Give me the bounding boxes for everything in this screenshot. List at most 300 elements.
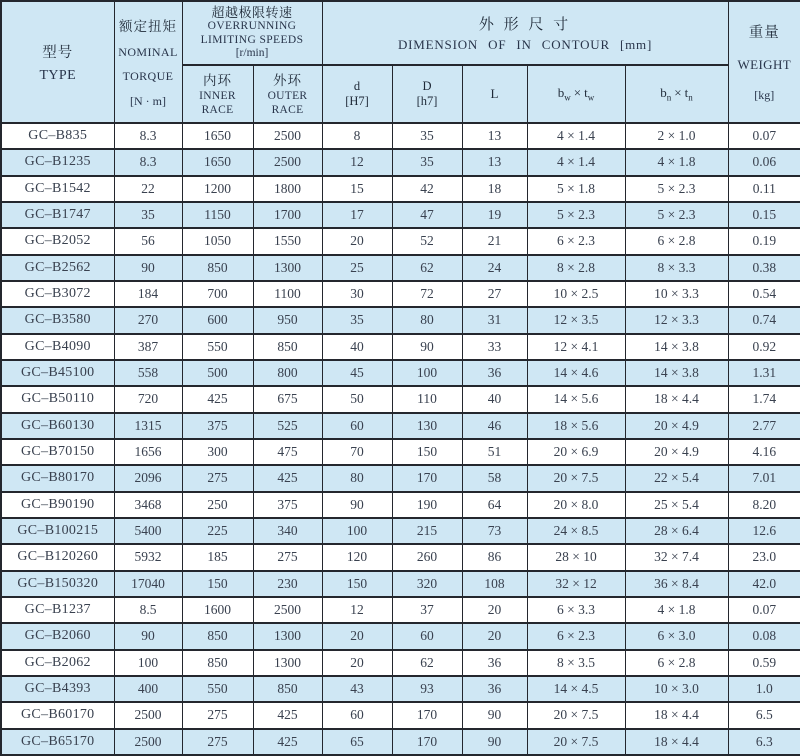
- cell-bw-tw: 20 × 7.5: [527, 465, 625, 491]
- cell-bn-tn: 6 × 3.0: [625, 623, 728, 649]
- cell-weight: 0.59: [728, 650, 800, 676]
- cell-D: 90: [392, 334, 462, 360]
- cell-torque: 90: [114, 255, 182, 281]
- cell-bn-tn: 2 × 1.0: [625, 123, 728, 149]
- cell-weight: 0.38: [728, 255, 800, 281]
- outer-race-en2: RACE: [271, 103, 304, 116]
- outer-race-zh: 外环: [273, 72, 302, 88]
- tn-sub: n: [688, 92, 693, 103]
- cell-bn-tn: 5 × 2.3: [625, 202, 728, 228]
- table-row: [1, 729, 800, 755]
- cell-type: GC–B3580: [1, 307, 114, 333]
- table-body: [1, 123, 800, 755]
- col-header-d: [322, 65, 392, 123]
- D-line1: D: [422, 79, 432, 93]
- cell-type: GC–B120260: [1, 544, 114, 570]
- cell-bw-tw: 6 × 3.3: [527, 597, 625, 623]
- cell-D: 170: [392, 729, 462, 755]
- cell-d: 8: [322, 123, 392, 149]
- cell-bn-tn: 28 × 6.4: [625, 518, 728, 544]
- cell-inner-race-speed: 375: [182, 413, 253, 439]
- header-group-row: [1, 1, 800, 65]
- table-row: [1, 702, 800, 728]
- cell-weight: 42.0: [728, 571, 800, 597]
- cell-L: 108: [462, 571, 527, 597]
- cell-bw-tw: 32 × 12: [527, 571, 625, 597]
- table-row: [1, 202, 800, 228]
- cell-outer-race-speed: 2500: [253, 597, 322, 623]
- dimension-label-en: DIMENSION OF IN CONTOUR [mm]: [397, 37, 653, 52]
- table-row: [1, 281, 800, 307]
- cell-inner-race-speed: 850: [182, 255, 253, 281]
- cell-type: GC–B835: [1, 123, 114, 149]
- speeds-unit: [r/min]: [235, 47, 269, 59]
- speeds-label-en1: OVERRUNNING: [207, 20, 297, 32]
- cell-outer-race-speed: 1300: [253, 623, 322, 649]
- cell-D: 130: [392, 413, 462, 439]
- cell-torque: 90: [114, 623, 182, 649]
- cell-inner-race-speed: 600: [182, 307, 253, 333]
- cell-bw-tw: 12 × 3.5: [527, 307, 625, 333]
- cell-bn-tn: 10 × 3.0: [625, 676, 728, 702]
- cell-L: 27: [462, 281, 527, 307]
- cell-L: 33: [462, 334, 527, 360]
- cell-torque: 270: [114, 307, 182, 333]
- weight-unit: [kg]: [754, 88, 775, 102]
- tw-sub: w: [587, 92, 595, 103]
- outer-race-en1: OUTER: [267, 89, 308, 102]
- cell-bw-tw: 8 × 3.5: [527, 650, 625, 676]
- cell-bn-tn: 18 × 4.4: [625, 386, 728, 412]
- table-row: [1, 334, 800, 360]
- cell-L: 13: [462, 123, 527, 149]
- cell-torque: 5932: [114, 544, 182, 570]
- cell-d: 150: [322, 571, 392, 597]
- cell-L: 73: [462, 518, 527, 544]
- bw-times: ×: [573, 85, 582, 101]
- cell-d: 120: [322, 544, 392, 570]
- cell-torque: 720: [114, 386, 182, 412]
- speeds-label-en2: LIMITING SPEEDS: [200, 33, 304, 46]
- cell-bw-tw: 20 × 6.9: [527, 439, 625, 465]
- cell-D: 35: [392, 149, 462, 175]
- cell-weight: 4.16: [728, 439, 800, 465]
- cell-d: 17: [322, 202, 392, 228]
- torque-label-en2: TORQUE: [122, 69, 174, 84]
- bn-times: ×: [674, 85, 682, 101]
- torque-unit: [N · m]: [130, 93, 166, 108]
- cell-inner-race-speed: 275: [182, 702, 253, 728]
- cell-D: 150: [392, 439, 462, 465]
- cell-inner-race-speed: 275: [182, 465, 253, 491]
- cell-torque: 184: [114, 281, 182, 307]
- torque-label-en1: NOMINAL: [118, 44, 178, 59]
- cell-D: 42: [392, 176, 462, 202]
- cell-torque: 2500: [114, 702, 182, 728]
- table-row: [1, 676, 800, 702]
- cell-D: 215: [392, 518, 462, 544]
- cell-torque: 2500: [114, 729, 182, 755]
- cell-bw-tw: 20 × 7.5: [527, 702, 625, 728]
- cell-weight: 6.5: [728, 702, 800, 728]
- col-header-bw-tw: [527, 65, 625, 123]
- bw-sub: w: [564, 92, 571, 103]
- cell-inner-race-speed: 850: [182, 650, 253, 676]
- inner-race-en1: INNER: [199, 89, 236, 102]
- bn-sub: n: [666, 92, 672, 103]
- cell-torque: 1315: [114, 413, 182, 439]
- cell-inner-race-speed: 550: [182, 334, 253, 360]
- cell-bn-tn: 14 × 3.8: [625, 360, 728, 386]
- cell-bw-tw: 4 × 1.4: [527, 149, 625, 175]
- cell-inner-race-speed: 1600: [182, 597, 253, 623]
- cell-L: 40: [462, 386, 527, 412]
- cell-torque: 3468: [114, 492, 182, 518]
- cell-bw-tw: 24 × 8.5: [527, 518, 625, 544]
- cell-inner-race-speed: 185: [182, 544, 253, 570]
- cell-d: 50: [322, 386, 392, 412]
- cell-bw-tw: 20 × 8.0: [527, 492, 625, 518]
- cell-bn-tn: 18 × 4.4: [625, 729, 728, 755]
- cell-torque: 56: [114, 228, 182, 254]
- weight-label-zh: 重量: [748, 25, 780, 41]
- table-row: [1, 386, 800, 412]
- table-row: [1, 176, 800, 202]
- speeds-label-zh: 超越极限转速: [211, 5, 293, 20]
- cell-D: 170: [392, 702, 462, 728]
- cell-bn-tn: 10 × 3.3: [625, 281, 728, 307]
- cell-torque: 8.5: [114, 597, 182, 623]
- cell-bw-tw: 5 × 1.8: [527, 176, 625, 202]
- cell-d: 20: [322, 623, 392, 649]
- cell-torque: 2096: [114, 465, 182, 491]
- cell-weight: 0.74: [728, 307, 800, 333]
- cell-weight: 6.3: [728, 729, 800, 755]
- cell-outer-race-speed: 525: [253, 413, 322, 439]
- table-row: [1, 623, 800, 649]
- cell-type: GC–B4090: [1, 334, 114, 360]
- table-row: [1, 518, 800, 544]
- cell-inner-race-speed: 150: [182, 571, 253, 597]
- cell-outer-race-speed: 2500: [253, 149, 322, 175]
- cell-d: 12: [322, 597, 392, 623]
- cell-bn-tn: 4 × 1.8: [625, 597, 728, 623]
- cell-bw-tw: 5 × 2.3: [527, 202, 625, 228]
- cell-inner-race-speed: 425: [182, 386, 253, 412]
- cell-L: 58: [462, 465, 527, 491]
- cell-outer-race-speed: 1550: [253, 228, 322, 254]
- cell-inner-race-speed: 1650: [182, 149, 253, 175]
- col-group-dimension: [322, 1, 728, 65]
- torque-label-zh: 额定扭矩: [119, 19, 177, 35]
- cell-inner-race-speed: 500: [182, 360, 253, 386]
- cell-bw-tw: 12 × 4.1: [527, 334, 625, 360]
- cell-type: GC–B45100: [1, 360, 114, 386]
- cell-bw-tw: 8 × 2.8: [527, 255, 625, 281]
- cell-bn-tn: 18 × 4.4: [625, 702, 728, 728]
- cell-D: 37: [392, 597, 462, 623]
- cell-D: 60: [392, 623, 462, 649]
- cell-type: GC–B150320: [1, 571, 114, 597]
- col-header-type: [1, 1, 114, 123]
- cell-bn-tn: 36 × 8.4: [625, 571, 728, 597]
- cell-weight: 1.74: [728, 386, 800, 412]
- cell-bw-tw: 10 × 2.5: [527, 281, 625, 307]
- cell-d: 35: [322, 307, 392, 333]
- cell-d: 12: [322, 149, 392, 175]
- cell-D: 47: [392, 202, 462, 228]
- cell-D: 62: [392, 255, 462, 281]
- dimension-label-zh: 外 形 尺 寸: [478, 17, 572, 33]
- table-row: [1, 492, 800, 518]
- cell-bn-tn: 6 × 2.8: [625, 228, 728, 254]
- col-header-weight: [728, 1, 800, 123]
- cell-outer-race-speed: 850: [253, 676, 322, 702]
- cell-outer-race-speed: 375: [253, 492, 322, 518]
- cell-bw-tw: 14 × 4.6: [527, 360, 625, 386]
- cell-type: GC–B100215: [1, 518, 114, 544]
- cell-inner-race-speed: 1050: [182, 228, 253, 254]
- col-group-speeds: [182, 1, 322, 65]
- cell-type: GC–B1747: [1, 202, 114, 228]
- table-header: [1, 1, 800, 123]
- cell-outer-race-speed: 800: [253, 360, 322, 386]
- cell-L: 19: [462, 202, 527, 228]
- cell-inner-race-speed: 275: [182, 729, 253, 755]
- cell-weight: 7.01: [728, 465, 800, 491]
- cell-d: 65: [322, 729, 392, 755]
- cell-type: GC–B2060: [1, 623, 114, 649]
- cell-outer-race-speed: 950: [253, 307, 322, 333]
- cell-type: GC–B2562: [1, 255, 114, 281]
- cell-bw-tw: 20 × 7.5: [527, 729, 625, 755]
- cell-d: 60: [322, 413, 392, 439]
- cell-D: 170: [392, 465, 462, 491]
- cell-D: 110: [392, 386, 462, 412]
- cell-L: 46: [462, 413, 527, 439]
- cell-outer-race-speed: 1300: [253, 255, 322, 281]
- cell-outer-race-speed: 850: [253, 334, 322, 360]
- cell-type: GC–B60130: [1, 413, 114, 439]
- table-row: [1, 544, 800, 570]
- cell-type: GC–B1235: [1, 149, 114, 175]
- cell-d: 15: [322, 176, 392, 202]
- cell-torque: 35: [114, 202, 182, 228]
- weight-label-en: WEIGHT: [737, 57, 792, 72]
- col-header-D: [392, 65, 462, 123]
- cell-L: 36: [462, 676, 527, 702]
- cell-bn-tn: 14 × 3.8: [625, 334, 728, 360]
- cell-bw-tw: 28 × 10: [527, 544, 625, 570]
- cell-type: GC–B50110: [1, 386, 114, 412]
- table-row: [1, 413, 800, 439]
- inner-race-en2: RACE: [201, 103, 234, 116]
- cell-outer-race-speed: 425: [253, 729, 322, 755]
- cell-L: 36: [462, 360, 527, 386]
- cell-type: GC–B2052: [1, 228, 114, 254]
- cell-torque: 17040: [114, 571, 182, 597]
- cell-outer-race-speed: 1300: [253, 650, 322, 676]
- cell-D: 80: [392, 307, 462, 333]
- cell-bn-tn: 4 × 1.8: [625, 149, 728, 175]
- cell-d: 20: [322, 228, 392, 254]
- cell-L: 64: [462, 492, 527, 518]
- cell-type: GC–B70150: [1, 439, 114, 465]
- cell-torque: 1656: [114, 439, 182, 465]
- cell-bn-tn: 12 × 3.3: [625, 307, 728, 333]
- cell-d: 80: [322, 465, 392, 491]
- cell-torque: 400: [114, 676, 182, 702]
- table-row: [1, 571, 800, 597]
- cell-inner-race-speed: 1200: [182, 176, 253, 202]
- cell-outer-race-speed: 1800: [253, 176, 322, 202]
- type-label-zh: 型号: [42, 44, 74, 61]
- cell-L: 90: [462, 729, 527, 755]
- cell-L: 51: [462, 439, 527, 465]
- cell-d: 100: [322, 518, 392, 544]
- cell-D: 52: [392, 228, 462, 254]
- cell-D: 100: [392, 360, 462, 386]
- cell-outer-race-speed: 275: [253, 544, 322, 570]
- cell-L: 90: [462, 702, 527, 728]
- cell-d: 90: [322, 492, 392, 518]
- cell-inner-race-speed: 300: [182, 439, 253, 465]
- cell-weight: 1.0: [728, 676, 800, 702]
- cell-type: GC–B90190: [1, 492, 114, 518]
- cell-torque: 8.3: [114, 149, 182, 175]
- cell-D: 320: [392, 571, 462, 597]
- cell-bn-tn: 22 × 5.4: [625, 465, 728, 491]
- cell-weight: 0.07: [728, 123, 800, 149]
- cell-outer-race-speed: 340: [253, 518, 322, 544]
- table-row: [1, 360, 800, 386]
- cell-L: 31: [462, 307, 527, 333]
- cell-L: 24: [462, 255, 527, 281]
- cell-torque: 100: [114, 650, 182, 676]
- cell-bw-tw: 4 × 1.4: [527, 123, 625, 149]
- cell-type: GC–B4393: [1, 676, 114, 702]
- d-line2: [H7]: [345, 94, 369, 108]
- cell-D: 260: [392, 544, 462, 570]
- cell-weight: 0.08: [728, 623, 800, 649]
- cell-d: 40: [322, 334, 392, 360]
- cell-D: 72: [392, 281, 462, 307]
- bw-base: b: [557, 85, 565, 101]
- cell-outer-race-speed: 230: [253, 571, 322, 597]
- cell-weight: 0.06: [728, 149, 800, 175]
- cell-L: 18: [462, 176, 527, 202]
- table-row: [1, 255, 800, 281]
- cell-bn-tn: 8 × 3.3: [625, 255, 728, 281]
- cell-inner-race-speed: 225: [182, 518, 253, 544]
- cell-d: 60: [322, 702, 392, 728]
- cell-d: 30: [322, 281, 392, 307]
- cell-bn-tn: 20 × 4.9: [625, 413, 728, 439]
- cell-weight: 0.15: [728, 202, 800, 228]
- cell-type: GC–B1237: [1, 597, 114, 623]
- inner-race-zh: 内环: [203, 72, 232, 88]
- cell-L: 36: [462, 650, 527, 676]
- col-header-torque: [114, 1, 182, 123]
- table-row: [1, 307, 800, 333]
- cell-weight: 12.6: [728, 518, 800, 544]
- cell-type: GC–B3072: [1, 281, 114, 307]
- col-header-L: [462, 65, 527, 123]
- cell-D: 35: [392, 123, 462, 149]
- cell-outer-race-speed: 2500: [253, 123, 322, 149]
- table-row: [1, 149, 800, 175]
- cell-torque: 387: [114, 334, 182, 360]
- cell-torque: 22: [114, 176, 182, 202]
- cell-type: GC–B60170: [1, 702, 114, 728]
- tn-base: t: [684, 85, 689, 101]
- tw-base: t: [584, 85, 588, 101]
- cell-bn-tn: 25 × 5.4: [625, 492, 728, 518]
- cell-d: 70: [322, 439, 392, 465]
- cell-bw-tw: 14 × 4.5: [527, 676, 625, 702]
- cell-outer-race-speed: 675: [253, 386, 322, 412]
- cell-inner-race-speed: 700: [182, 281, 253, 307]
- cell-L: 20: [462, 597, 527, 623]
- cell-type: GC–B65170: [1, 729, 114, 755]
- cell-inner-race-speed: 250: [182, 492, 253, 518]
- cell-bw-tw: 14 × 5.6: [527, 386, 625, 412]
- cell-bw-tw: 6 × 2.3: [527, 623, 625, 649]
- cell-inner-race-speed: 1150: [182, 202, 253, 228]
- d-line1: d: [353, 79, 361, 93]
- L-label: L: [490, 86, 499, 101]
- cell-d: 25: [322, 255, 392, 281]
- cell-inner-race-speed: 1650: [182, 123, 253, 149]
- cell-type: GC–B1542: [1, 176, 114, 202]
- cell-L: 13: [462, 149, 527, 175]
- cell-L: 20: [462, 623, 527, 649]
- cell-L: 86: [462, 544, 527, 570]
- cell-outer-race-speed: 425: [253, 702, 322, 728]
- col-header-inner-race: [182, 65, 253, 123]
- cell-d: 43: [322, 676, 392, 702]
- bn-base: b: [660, 85, 667, 101]
- cell-weight: 0.19: [728, 228, 800, 254]
- cell-type: GC–B80170: [1, 465, 114, 491]
- cell-d: 45: [322, 360, 392, 386]
- table-row: [1, 465, 800, 491]
- cell-weight: 0.54: [728, 281, 800, 307]
- table-row: [1, 439, 800, 465]
- col-header-outer-race: [253, 65, 322, 123]
- cell-weight: 0.92: [728, 334, 800, 360]
- cell-bn-tn: 5 × 2.3: [625, 176, 728, 202]
- cell-outer-race-speed: 475: [253, 439, 322, 465]
- type-label-en: TYPE: [39, 67, 77, 83]
- cell-D: 93: [392, 676, 462, 702]
- cell-weight: 0.11: [728, 176, 800, 202]
- col-header-bn-tn: [625, 65, 728, 123]
- cell-weight: 1.31: [728, 360, 800, 386]
- cell-inner-race-speed: 550: [182, 676, 253, 702]
- cell-D: 62: [392, 650, 462, 676]
- table-row: [1, 650, 800, 676]
- cell-weight: 23.0: [728, 544, 800, 570]
- table-row: [1, 123, 800, 149]
- cell-torque: 558: [114, 360, 182, 386]
- cell-weight: 2.77: [728, 413, 800, 439]
- cell-L: 21: [462, 228, 527, 254]
- D-line2: [h7]: [416, 94, 438, 108]
- cell-outer-race-speed: 1100: [253, 281, 322, 307]
- cell-inner-race-speed: 850: [182, 623, 253, 649]
- cell-bn-tn: 20 × 4.9: [625, 439, 728, 465]
